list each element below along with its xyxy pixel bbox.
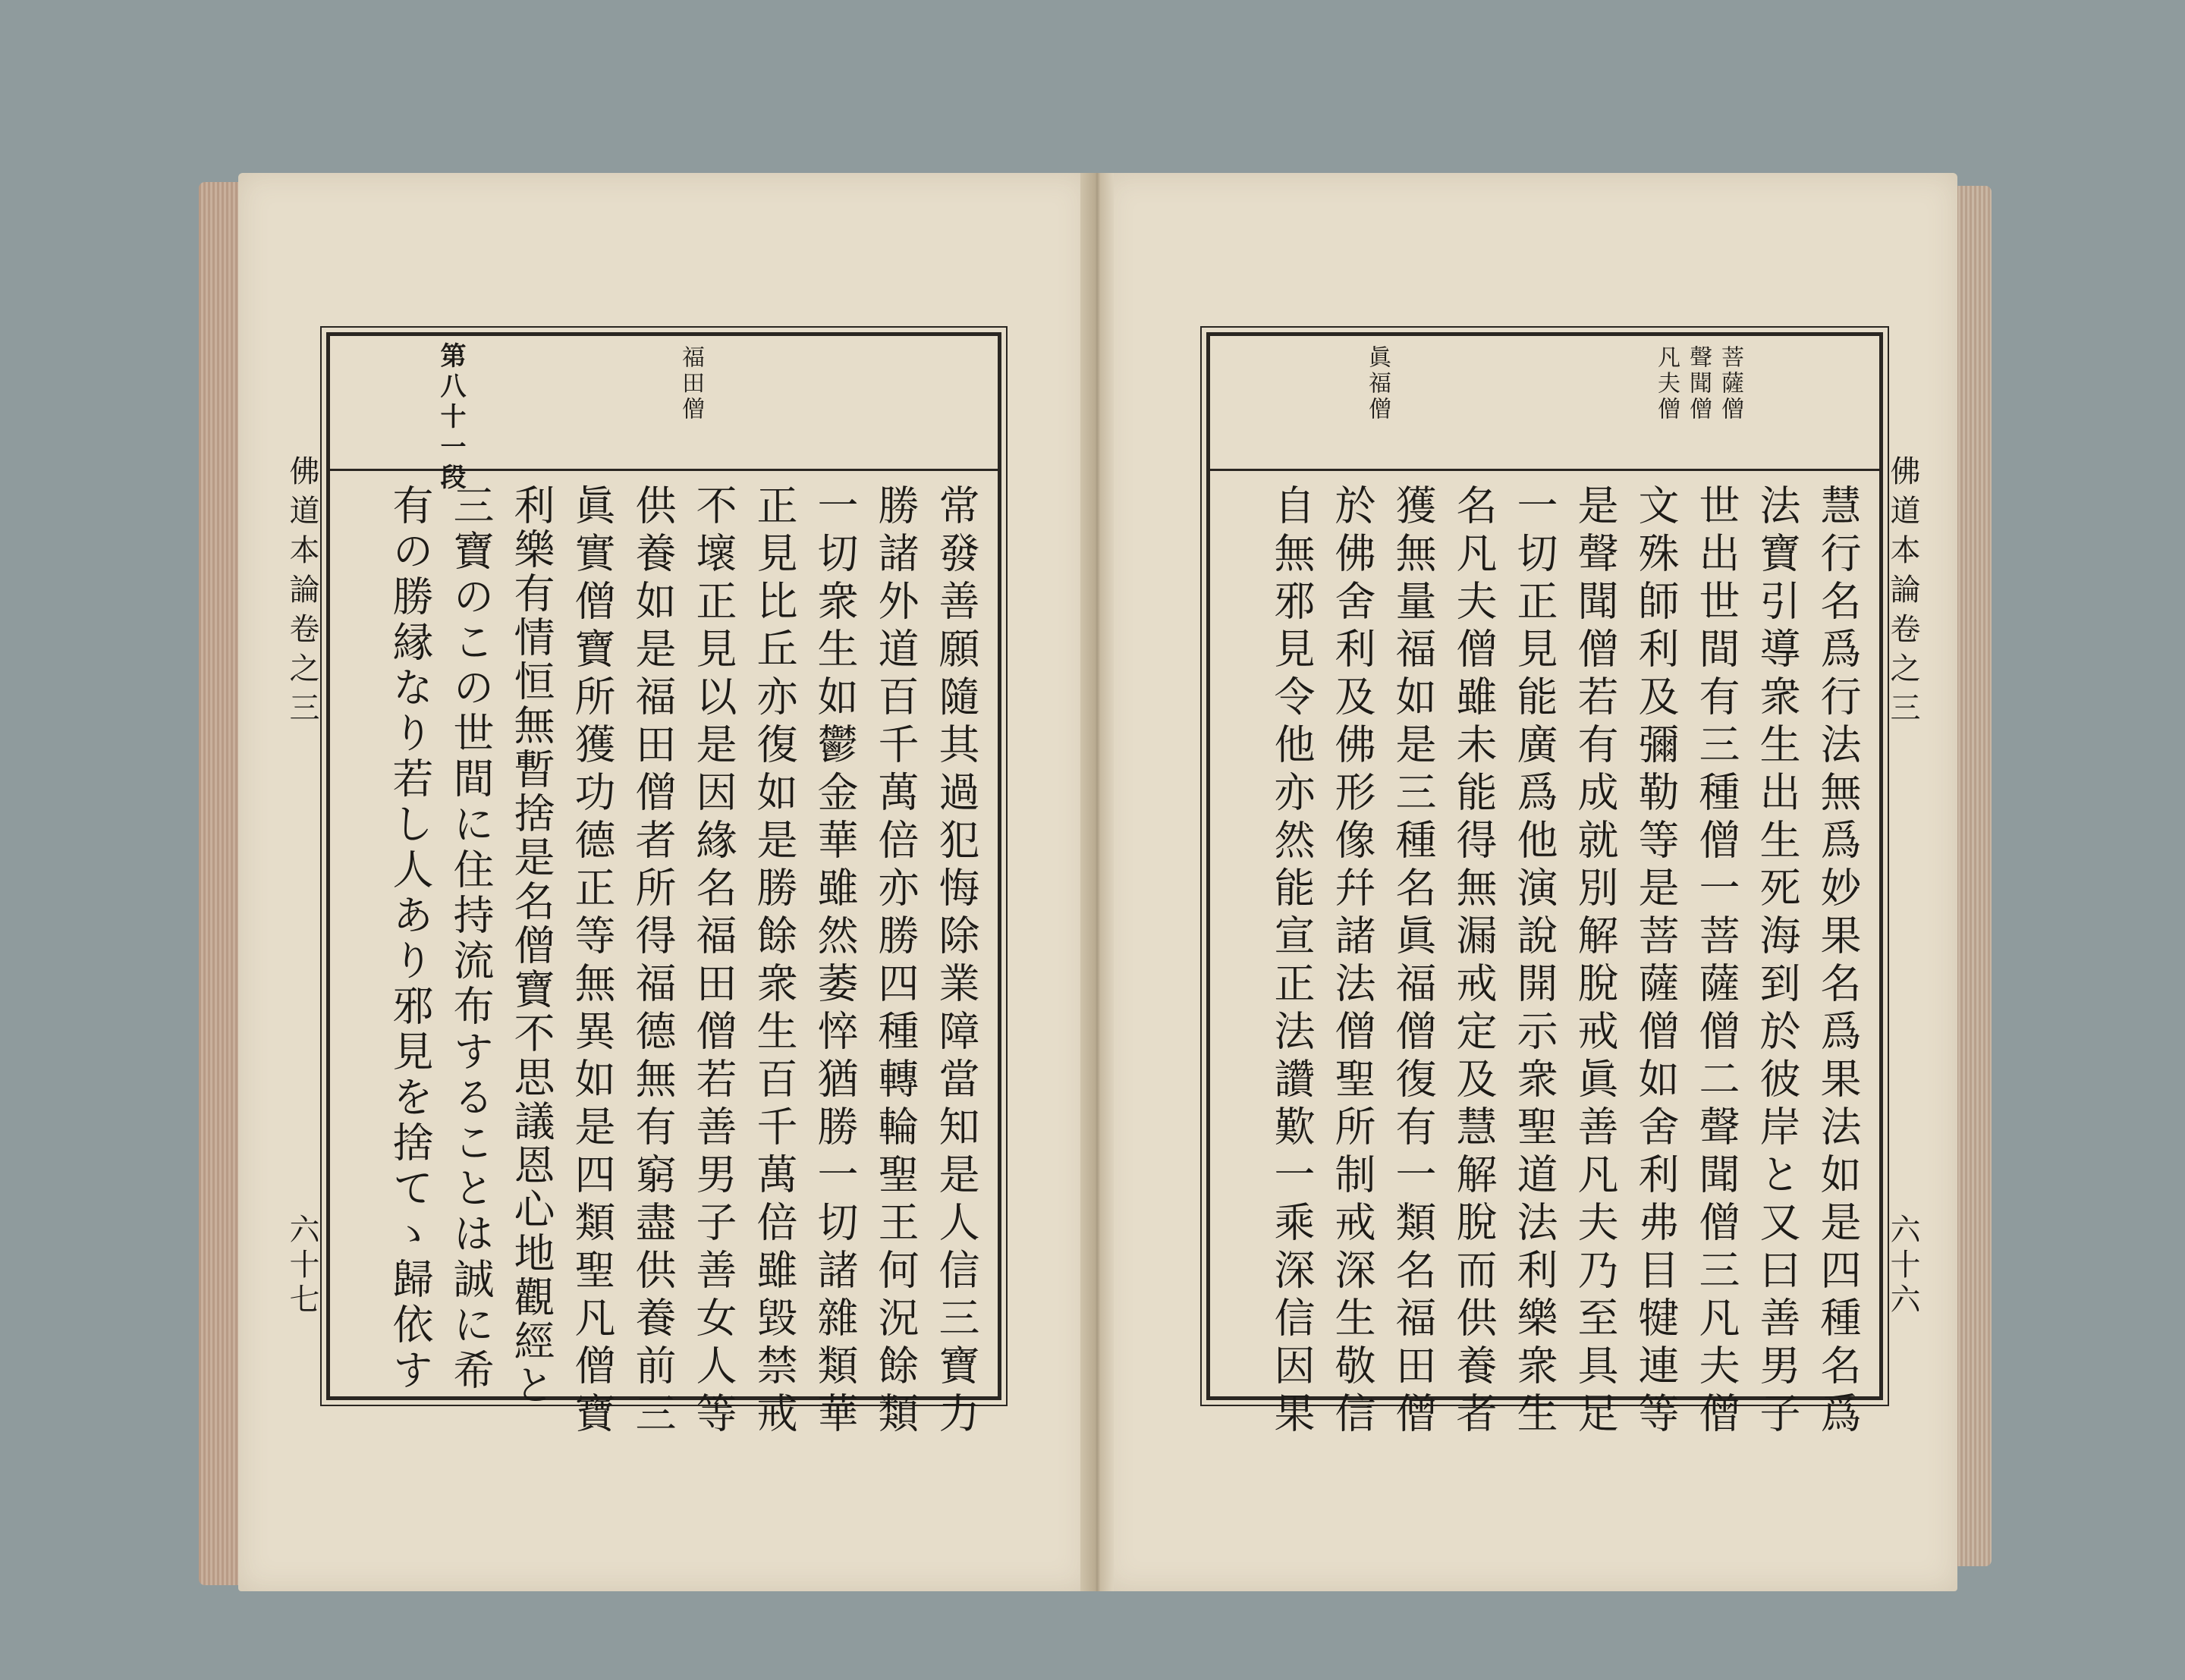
left-margin-heading: 福田僧 [678, 345, 704, 422]
right-col-4: 文殊師利及彌勒等是菩薩僧如舍利弗目犍連等 [1632, 484, 1680, 1440]
left-running-head: 佛道本論卷之三 [285, 455, 319, 731]
right-margin-heading: 眞福僧 [1364, 345, 1391, 422]
book-edge-left [199, 182, 244, 1585]
left-section-label: 第八十一段 [435, 342, 466, 494]
right-folio: 六十六 [1885, 1214, 1920, 1318]
left-col-1: 常發善願隨其過犯悔除業障當知是人信三寶力 [932, 484, 980, 1440]
right-col-10: 自無邪見令他亦然能宣正法讚歎一乘深信因果 [1268, 484, 1316, 1440]
right-col-2: 法寶引導衆生出生死海到於彼岸と又曰善男子 [1753, 484, 1801, 1440]
left-header-rule [330, 469, 998, 471]
left-col-10: 有の勝縁なり若し人あり邪見を捨てゝ歸依す [386, 484, 434, 1394]
left-col-7: 眞實僧寶所獲功德正等無異如是四類聖凡僧寶 [568, 484, 616, 1440]
left-text-frame [326, 332, 1001, 1440]
right-body [1210, 484, 1879, 1440]
right-col-1: 慧行名爲行法無爲妙果名爲果法如是四種名爲 [1814, 484, 1862, 1440]
left-col-2: 勝諸外道百千萬倍亦勝四種轉輪聖王何況餘類 [872, 484, 920, 1440]
right-header-rule [1210, 469, 1879, 471]
left-col-8: 利樂有情恒無暫捨是名僧寶不思議恩心地觀經と [508, 484, 555, 1408]
right-col-6: 一切正見能廣爲他演說開示衆聖道法利樂衆生 [1511, 484, 1558, 1440]
right-col-8: 獲無量福如是三種名眞福僧復有一類名福田僧 [1389, 484, 1437, 1440]
right-col-3: 世出世間有三種僧一菩薩僧二聲聞僧三凡夫僧 [1693, 484, 1740, 1440]
right-col-7: 名凡夫僧雖未能得無漏戒定及慧解脫而供養者 [1450, 484, 1498, 1440]
right-note-1: 菩薩僧 [1717, 345, 1743, 422]
left-col-9: 三寶のこの世間に住持流布することは誠に希 [447, 484, 495, 1394]
right-col-9: 於佛舍利及佛形像幷諸法僧聖所制戒深生敬信 [1328, 484, 1376, 1440]
left-col-6: 供養如是福田僧者所得福德無有窮盡供養前三 [629, 484, 677, 1440]
left-col-4: 正見比丘亦復如是勝餘衆生百千萬倍雖毀禁戒 [750, 484, 798, 1440]
right-note-2: 聲聞僧 [1685, 345, 1712, 422]
right-col-5: 是聲聞僧若有成就別解脫戒眞善凡夫乃至具足 [1571, 484, 1619, 1440]
right-text-frame [1206, 332, 1883, 1440]
left-folio: 六十七 [285, 1214, 319, 1318]
right-running-head: 佛道本論卷之三 [1885, 455, 1920, 731]
right-note-3: 凡夫僧 [1653, 345, 1680, 422]
left-body [330, 484, 998, 1440]
left-col-3: 一切衆生如鬱金華雖然萎悴猶勝一切諸雜類華 [811, 484, 859, 1440]
book-edge-right [1954, 186, 1992, 1566]
book-gutter [1080, 173, 1114, 1591]
left-col-5: 不壞正見以是因緣名福田僧若善男子善女人等 [690, 484, 737, 1440]
